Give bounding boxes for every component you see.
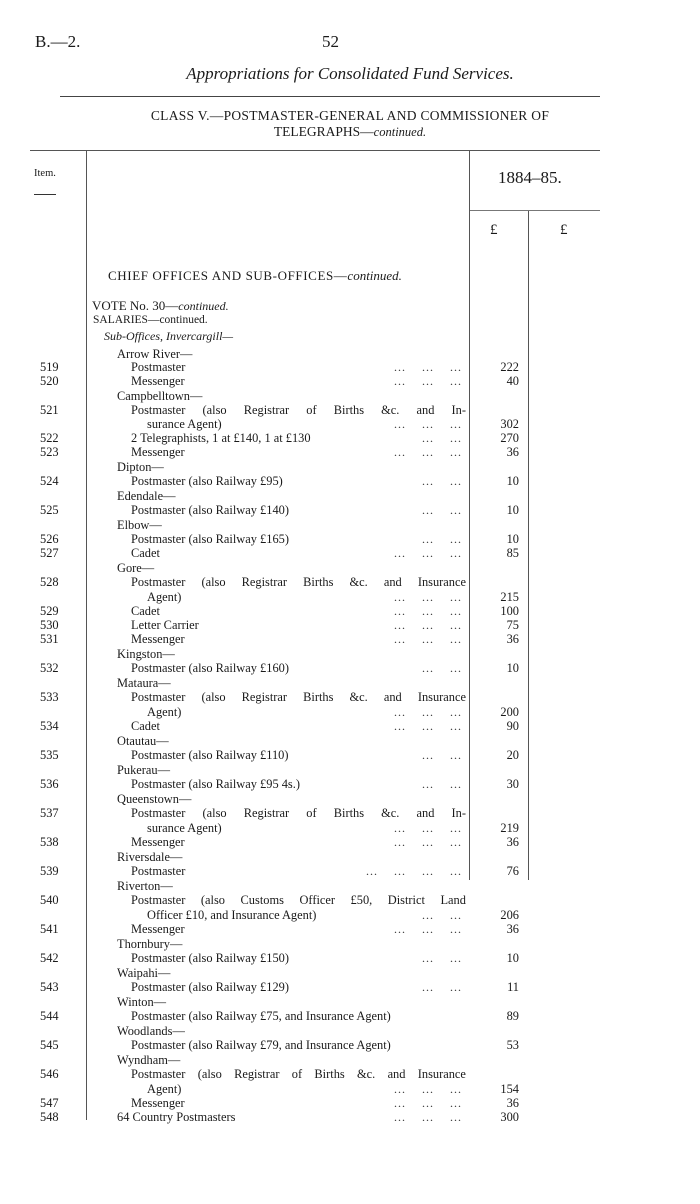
item-number: 531 [40,632,59,646]
office-heading: Otautau— [117,734,169,748]
dot-leader: ... ... ... [394,374,462,388]
item-number: 545 [40,1038,59,1052]
page-number: 52 [322,32,339,51]
line-description: Messenger [131,835,185,849]
office-heading: surance Agent) [147,417,222,431]
amount-value: 53 [506,1038,519,1052]
amount-value: 270 [500,431,519,445]
amount-value: 76 [506,864,519,878]
item-number: 523 [40,445,59,459]
office-heading: Queenstown— [117,792,192,806]
dot-leader: ... ... ... [394,1110,462,1124]
amount-value: 89 [506,1009,519,1023]
item-column-rule [86,150,87,1120]
amount-value: 75 [506,618,519,632]
vote-heading-main: VOTE No. 30— [92,298,179,313]
office-heading: Woodlands— [117,1024,185,1038]
table-top-rule [30,150,600,151]
line-description: 64 Country Postmasters [117,1110,236,1124]
pound-column-2: £ [560,222,568,238]
line-description: Cadet [131,546,160,560]
year-column-header: 1884–85. [498,168,562,187]
amount-value: 90 [506,719,519,733]
page-subtitle: Appropriations for Consolidated Fund Services. [186,64,514,83]
item-number: 533 [40,690,59,704]
sub-offices-heading: Sub-Offices, Invercargill— [104,329,234,343]
item-number: 540 [40,893,59,907]
document-reference: B.—2. [35,32,81,51]
office-heading: Thornbury— [117,937,183,951]
item-number: 519 [40,360,59,374]
item-number: 521 [40,403,59,417]
office-heading: Wyndham— [117,1053,181,1067]
item-number: 541 [40,922,59,936]
office-heading: Campbelltown— [117,389,203,403]
item-column-header: Item. [34,168,56,179]
amount-value: 302 [500,417,519,431]
office-heading: Agent) [147,590,182,604]
amount-value: 154 [500,1082,519,1096]
dot-leader: ... ... [422,748,462,762]
amount-value: 85 [506,546,519,560]
line-description: Postmaster (also Railway £165) [131,532,289,546]
office-heading: Gore— [117,561,155,575]
vote-heading [92,298,229,314]
dot-leader: ... ... [422,503,462,517]
line-description: Letter Carrier [131,618,199,632]
item-number: 534 [40,719,59,733]
amount-value: 10 [506,474,519,488]
amount-value: 10 [506,661,519,675]
office-heading: Elbow— [117,518,162,532]
dot-leader: ... ... ... [394,604,462,618]
dot-leader: ... ... ... [394,546,462,560]
office-heading: Winton— [117,995,167,1009]
line-description: Messenger [131,445,185,459]
amount-value: 206 [500,908,519,922]
dot-leader: ... ... ... [394,1082,462,1096]
dot-leader: ... ... ... [394,705,462,719]
amount-value: 100 [500,604,519,618]
salaries-heading: SALARIES—continued. [93,314,208,326]
office-heading: surance Agent) [147,821,222,835]
office-heading: Mataura— [117,676,171,690]
class-title-line-1: CLASS V.—POSTMASTER-GENERAL AND COMMISSIONER OF [150,108,550,123]
item-number: 537 [40,806,59,820]
office-heading: Edendale— [117,489,176,503]
amount-value: 10 [506,951,519,965]
line-description: Postmaster (also Railway £129) [131,980,289,994]
amount-value: 36 [506,922,519,936]
item-number: 538 [40,835,59,849]
item-header-underline [34,194,56,195]
amount-value: 30 [506,777,519,791]
dot-leader: ... ... ... [394,922,462,936]
amount-value: 40 [506,374,519,388]
section-title-continued: continued. [347,268,402,283]
amount-value: 222 [500,360,519,374]
section-title [108,268,402,284]
line-description: Postmaster (also Railway £95 4s.) [131,777,300,791]
line-description: Postmaster (also Customs Officer £50, District Land [131,893,466,907]
dot-leader: ... ... [422,474,462,488]
vote-heading-continued: continued. [178,299,229,313]
amount-value: 36 [506,835,519,849]
dot-leader: ... ... ... [394,632,462,646]
dot-leader: ... ... ... [394,835,462,849]
dot-leader: ... ... ... [394,1096,462,1110]
dot-leader: ... ... [422,908,462,922]
line-description: Postmaster (also Registrar Births &c. and Insurance [131,575,466,589]
amount-value: 36 [506,1096,519,1110]
line-description: Messenger [131,922,185,936]
dot-leader: ... ... [422,980,462,994]
class-title-line-2 [0,124,700,140]
line-description: Postmaster [131,360,186,374]
item-number: 530 [40,618,59,632]
amount-value: 219 [500,821,519,835]
dot-leader: ... ... [422,661,462,675]
office-heading: Pukerau— [117,763,170,777]
dot-leader: ... ... [422,777,462,791]
dot-leader: ... ... ... [394,618,462,632]
dot-leader: ... ... [422,431,462,445]
line-description: Postmaster (also Railway £95) [131,474,283,488]
line-description: Cadet [131,719,160,733]
amount-value: 200 [500,705,519,719]
pound-column-1: £ [490,222,498,238]
office-heading: Agent) [147,705,182,719]
line-description: Postmaster (also Railway £75, and Insurance Agent) [131,1009,391,1023]
line-description: Postmaster (also Railway £140) [131,503,289,517]
line-description: Postmaster (also Railway £79, and Insurance Agent) [131,1038,391,1052]
item-number: 522 [40,431,59,445]
item-number: 525 [40,503,59,517]
line-description: Postmaster (also Registrar Births &c. and Insurance [131,690,466,704]
line-description: Postmaster (also Registrar of Births &c. and In- [131,403,466,417]
amount-value: 11 [507,980,519,994]
item-number: 535 [40,748,59,762]
dot-leader: ... ... ... [394,590,462,604]
dot-leader: ... ... ... [394,417,462,431]
office-heading: Arrow River— [117,347,193,361]
item-number: 548 [40,1110,59,1124]
section-title-main: CHIEF OFFICES AND SUB-OFFICES— [108,268,348,283]
item-number: 527 [40,546,59,560]
item-number: 546 [40,1067,59,1081]
line-description: Messenger [131,1096,185,1110]
item-number: 547 [40,1096,59,1110]
item-number: 544 [40,1009,59,1023]
line-description: Messenger [131,632,185,646]
class-title-main: TELEGRAPHS— [273,124,374,139]
line-description: Cadet [131,604,160,618]
dot-leader: ... ... [422,951,462,965]
item-number: 542 [40,951,59,965]
line-description: Postmaster (also Railway £110) [131,748,289,762]
header-rule [60,96,600,97]
item-number: 526 [40,532,59,546]
item-number: 536 [40,777,59,791]
dot-leader: ... ... ... [394,360,462,374]
amount-value: 215 [500,590,519,604]
dot-leader: ... ... ... [394,719,462,733]
line-description: 2 Telegraphists, 1 at £140, 1 at £130 [131,431,311,445]
office-heading: Officer £10, and Insurance Agent) [147,908,317,922]
office-heading: Waipahi— [117,966,171,980]
item-number: 528 [40,575,59,589]
line-description: Postmaster [131,864,186,878]
line-description: Postmaster (also Railway £160) [131,661,289,675]
amount-value: 20 [506,748,519,762]
office-heading: Dipton— [117,460,164,474]
amount-value: 36 [506,632,519,646]
year-header-rule [470,210,600,211]
dot-leader: ... ... [422,532,462,546]
item-number: 520 [40,374,59,388]
line-description: Postmaster (also Registrar of Births &c. and Insurance [131,1067,466,1081]
office-heading: Kingston— [117,647,175,661]
amount-value: 300 [500,1110,519,1124]
line-description: Postmaster (also Registrar of Births &c. and In- [131,806,466,820]
office-heading: Agent) [147,1082,182,1096]
item-number: 524 [40,474,59,488]
line-description: Messenger [131,374,185,388]
amount-column-rule [528,210,529,880]
office-heading: Riversdale— [117,850,183,864]
class-title-continued: continued. [373,125,427,139]
item-number: 532 [40,661,59,675]
dot-leader: ... ... ... [394,445,462,459]
item-number: 539 [40,864,59,878]
item-number: 543 [40,980,59,994]
office-heading: Riverton— [117,879,173,893]
amount-value: 10 [506,503,519,517]
line-description: Postmaster (also Railway £150) [131,951,289,965]
amount-value: 36 [506,445,519,459]
dot-leader: ... ... ... [394,821,462,835]
amount-value: 10 [506,532,519,546]
item-number: 529 [40,604,59,618]
dot-leader: ... ... ... ... [366,864,462,878]
